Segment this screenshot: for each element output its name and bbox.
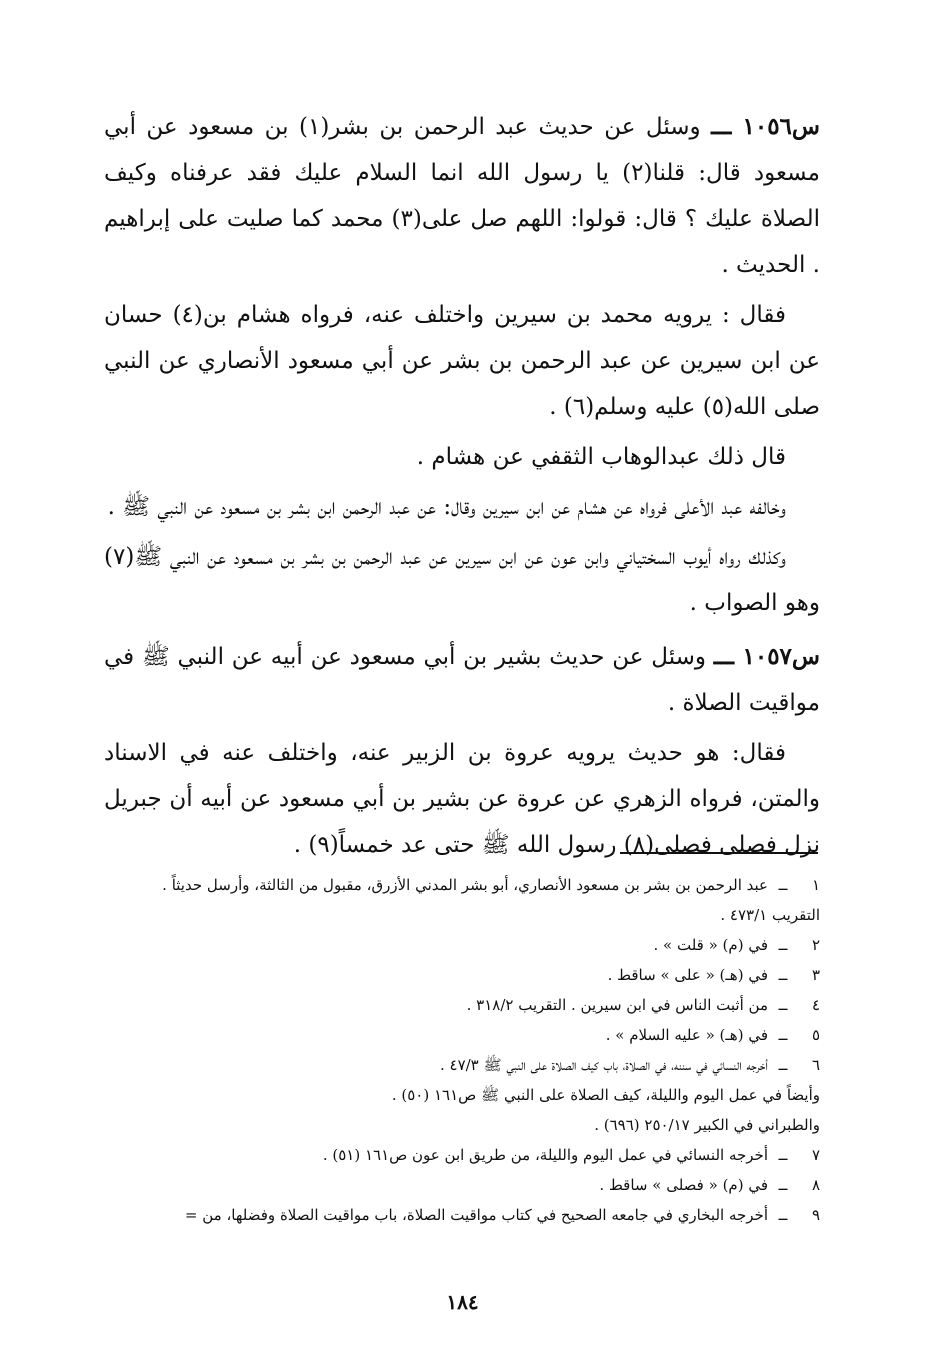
footnote-number: ٢ [811, 936, 820, 954]
footnote-text: في (هـ) « عليه السلام » . [605, 1026, 768, 1044]
paragraph-text: فقال : يرويه محمد بن سيرين واختلف عنه، فرواه هشام بن(٤) حسان عن ابن سيرين عن عبد الرحمن بن بشر عن أبي مسعود الأنصاري عن النبي صلى الله(٥) عليه وسلم(٦) . [104, 302, 820, 420]
footnote-5: ٥ ــ في (هـ) « عليه السلام » . [86, 1020, 820, 1050]
main-text [104, 104, 820, 868]
paragraph-text: قال ذلك عبدالوهاب الثقفي عن هشام . [416, 444, 786, 470]
paragraph [104, 534, 820, 626]
question-1057 [104, 634, 820, 726]
paragraph-text: وخالفه عبد الأعلى فرواه عن هشام عن ابن سيرين وقال: عن عبد الرحمن ابن بشر بن مسعود عن النبي ﷺ . [107, 494, 786, 520]
footnote-8: ٨ ــ في (م) « فصلى » ساقط . [86, 1170, 820, 1200]
footnote-text: عبد الرحمن بن بشر بن مسعود الأنصاري، أبو بشر المدني الأزرق، مقبول من الثالثة، وأرسل حديثاً . [162, 876, 768, 894]
footnote-text: في (م) « قلت » . [653, 936, 768, 954]
footnote-text: في (هـ) « على » ساقط . [607, 966, 768, 984]
footnote-1-continued [86, 900, 820, 930]
footnote-3: ٣ ــ في (هـ) « على » ساقط . [86, 960, 820, 990]
footnote-1: ١ ــ عبد الرحمن بن بشر بن مسعود الأنصاري، أبو بشر المدني الأزرق، مقبول من الثالثة، وأرسل حديثاً . [86, 870, 820, 900]
footnote-7: ٧ ــ أخرجه النسائي في عمل اليوم والليلة، من طريق ابن عون ص١٦١ (٥١) . [86, 1140, 820, 1170]
question-label: س١٠٥٦ ـــ [711, 113, 820, 140]
footnote-4: ٤ ــ من أثبت الناس في ابن سيرين . التقريب ٣١٨/٢ . [86, 990, 820, 1020]
footnote-text: وأيضاً في عمل اليوم والليلة، كيف الصلاة على النبي ﷺ ص١٦١ (٥٠) . [391, 1086, 820, 1104]
footnote-number: ٩ [811, 1206, 820, 1224]
question-text: وسئل عن حديث بشير بن أبي مسعود عن أبيه عن النبي ﷺ في مواقيت الصلاة . [104, 644, 820, 716]
footnote-text: والطبراني في الكبير ٢٥٠/١٧ (٦٩٦) . [594, 1116, 820, 1134]
paragraph [104, 434, 820, 480]
paragraph [104, 292, 820, 430]
paragraph-text: وكذلك رواه أيوب السختياني وابن عون عن ابن سيرين عن عبد الرحمن بن بشر بن مسعود عن النبي ﷺ(٧) وهو الصواب . [104, 544, 820, 616]
footnotes [86, 870, 820, 1230]
footnote-divider [620, 852, 818, 854]
paragraph [104, 484, 820, 530]
question-1056 [104, 104, 820, 288]
footnote-text: أخرجه النسائي في عمل اليوم والليلة، من طريق ابن عون ص١٦١ (٥١) . [322, 1146, 768, 1164]
footnote-6: ٦ ــ أخرجه النسائي في سننه، في الصلاة، باب كيف الصلاة على النبي ﷺ ٤٧/٣ . [86, 1050, 820, 1080]
footnote-text: أخرجه النسائي في سننه، في الصلاة، باب كيف الصلاة على النبي ﷺ ٤٧/٣ . [439, 1056, 768, 1074]
footnote-number: ٨ [811, 1176, 820, 1194]
footnote-text: أخرجه البخاري في جامعه الصحيح في كتاب مواقيت الصلاة، باب مواقيت الصلاة وفضلها، من = [184, 1206, 768, 1224]
question-label: س١٠٥٧ ـــ [713, 643, 820, 670]
footnote-number: ٣ [811, 966, 820, 984]
footnote-number: ٥ [811, 1026, 820, 1044]
footnote-text: في (م) « فصلى » ساقط . [599, 1176, 768, 1194]
footnote-number: ٦ [811, 1056, 820, 1074]
footnote-number: ٧ [811, 1146, 820, 1164]
footnote-2: ٢ ــ في (م) « قلت » . [86, 930, 820, 960]
footnote-number: ١ [811, 876, 820, 894]
paragraph-text: فقال: هو حديث يرويه عروة بن الزبير عنه، واختلف عنه في الاسناد والمتن، فرواه الزهري عن عروة عن بشير بن أبي مسعود عن أبيه أن جبريل نزل فصلى فصلى(٨) رسول الله ﷺ حتى عد خمساً(٩) . [104, 740, 820, 858]
footnote-text: من أثبت الناس في ابن سيرين . التقريب ٣١٨/٢ . [466, 996, 768, 1014]
footnote-9: ٩ ــ أخرجه البخاري في جامعه الصحيح في كتاب مواقيت الصلاة، باب مواقيت الصلاة وفضلها، من = [86, 1200, 820, 1230]
footnote-6-continued [86, 1110, 820, 1140]
footnote-number: ٤ [811, 996, 820, 1014]
footnote-6-continued [86, 1080, 820, 1110]
page-number: ١٨٤ [446, 1290, 479, 1314]
footnote-text: التقريب ٤٧٣/١ . [720, 906, 820, 924]
question-text: وسئل عن حديث عبد الرحمن بن بشر(١) بن مسعود عن أبي مسعود قال: قلنا(٢) يا رسول الله انما السلام عليك فقد عرفناه وكيف الصلاة عليك ؟ قال: قولوا: اللهم صل على(٣) محمد كما صليت على إبراهيم . الحديث . [104, 114, 820, 278]
paragraph [104, 730, 820, 868]
